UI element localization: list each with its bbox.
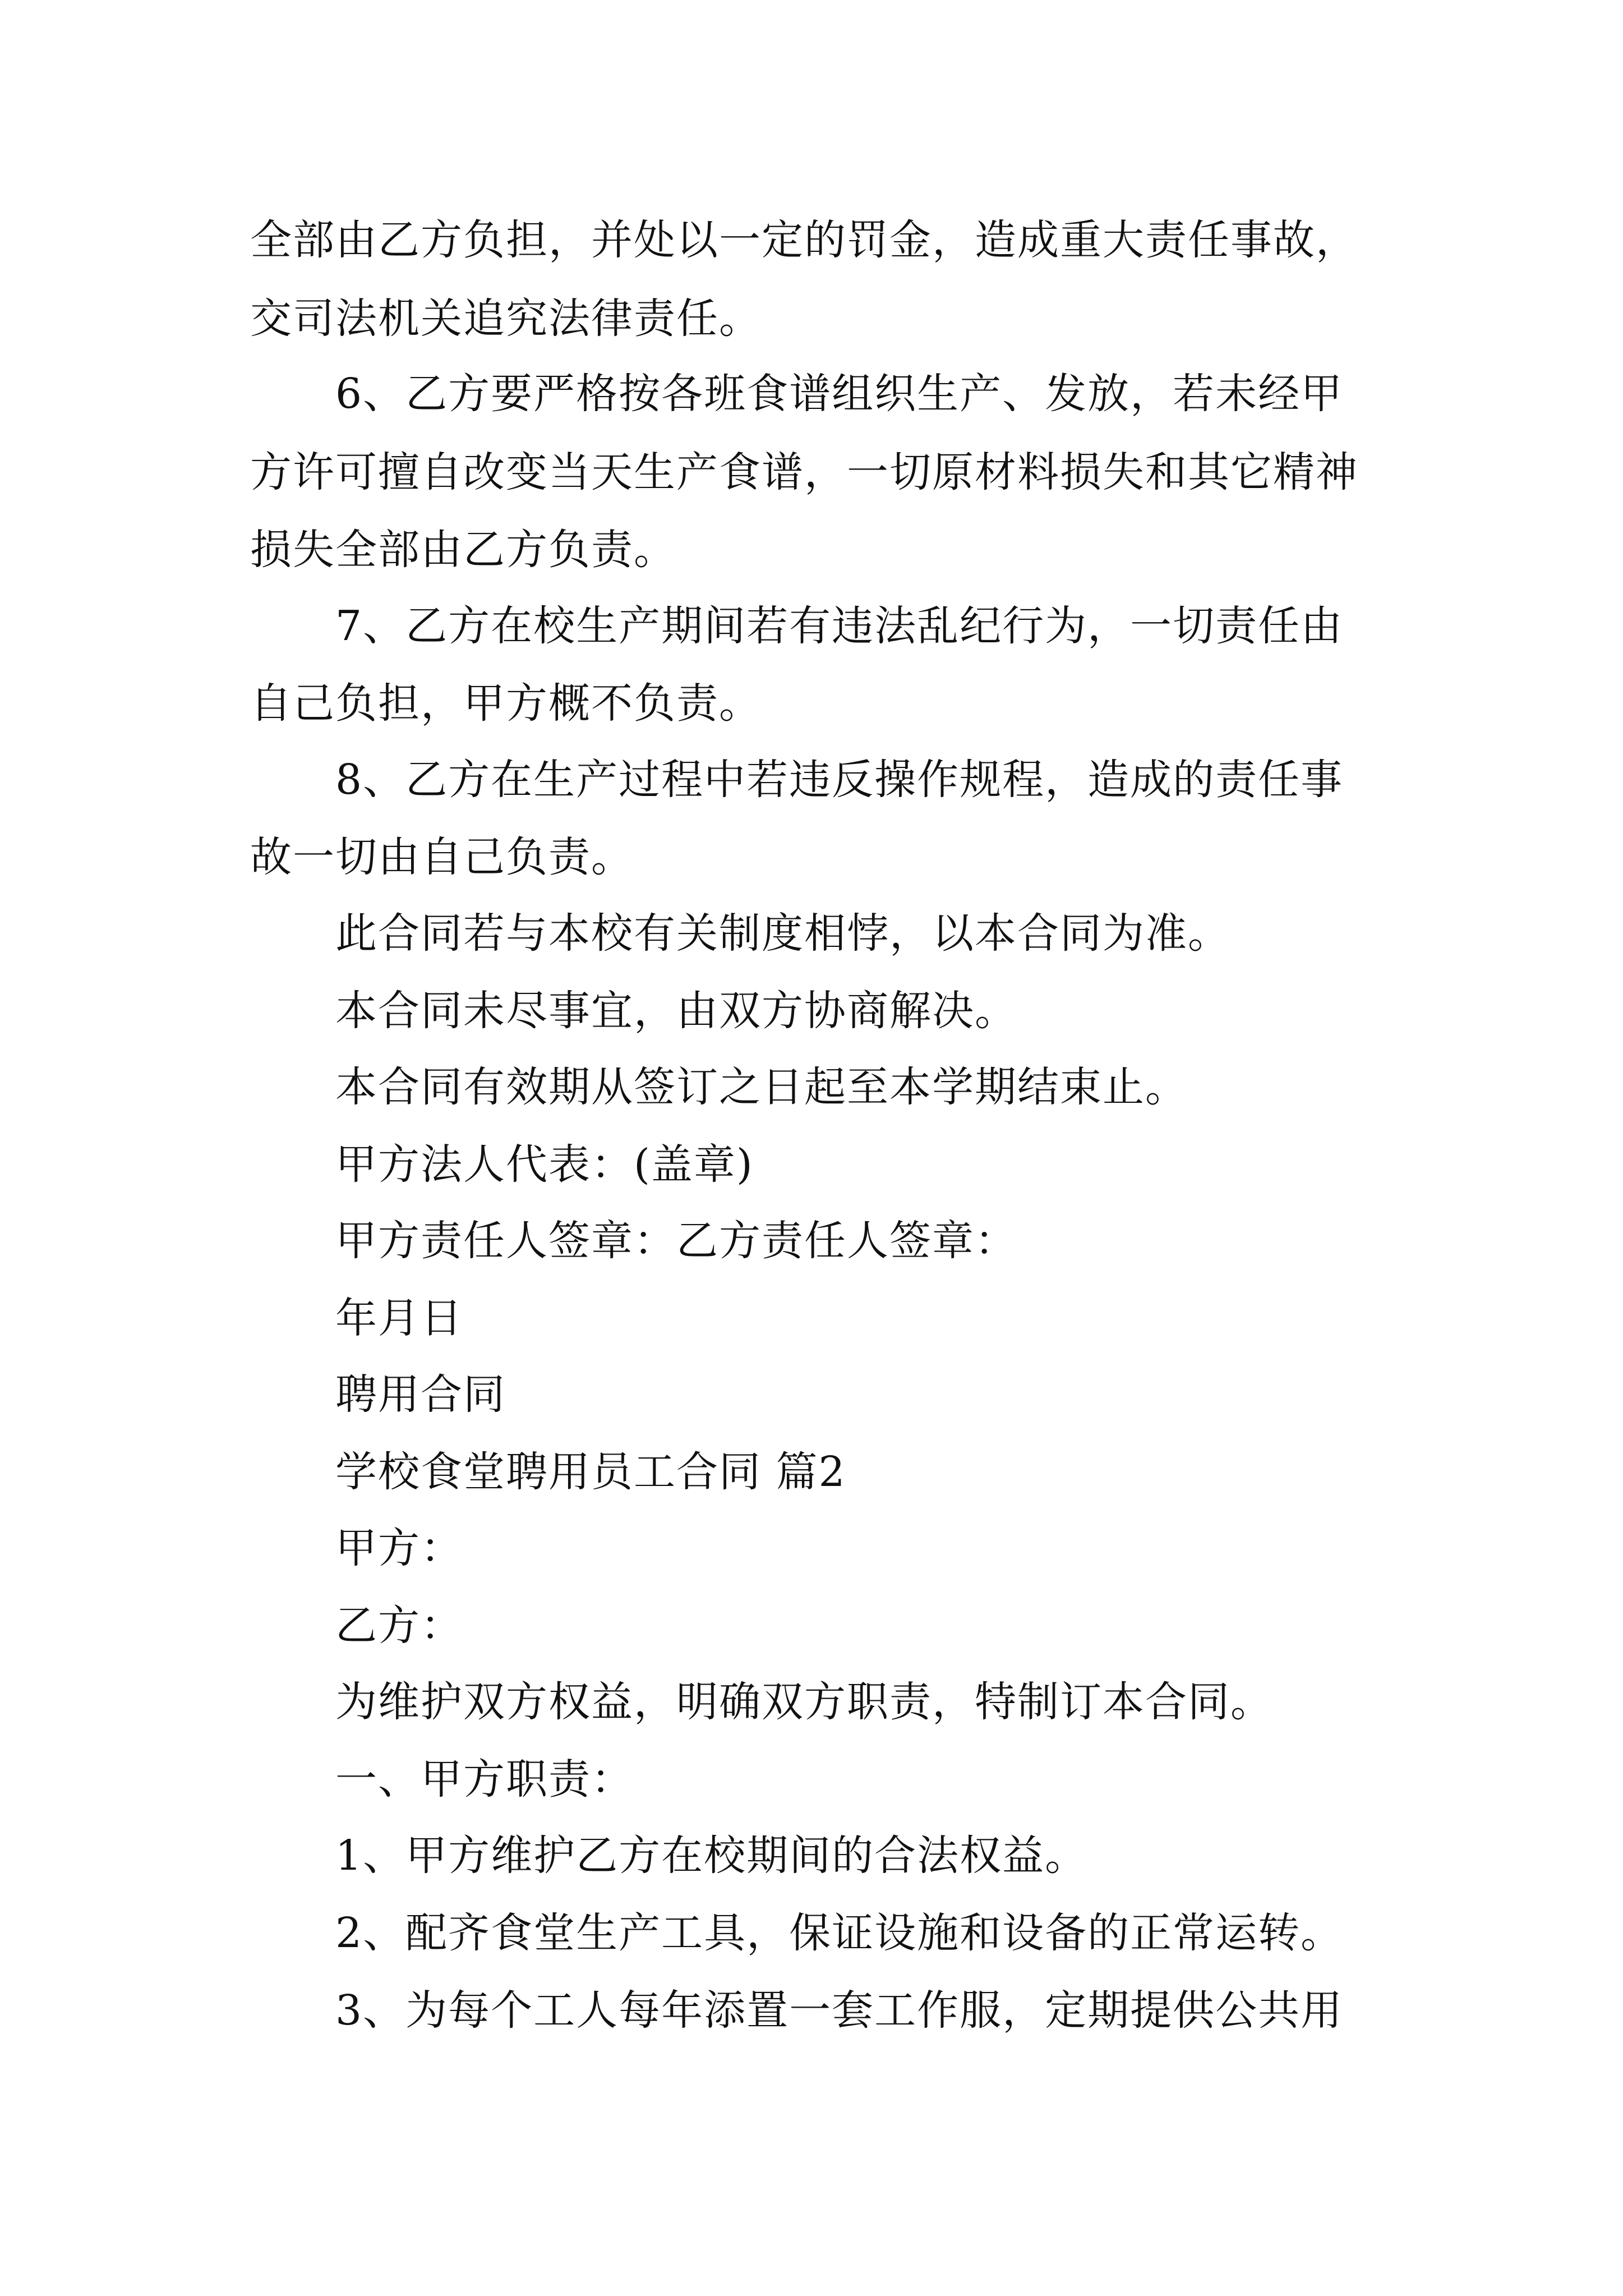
text-line: 甲方： — [335, 1524, 463, 1572]
text-line: 方许可擅自改变当天生产食谱，一切原材料损失和其它精神 — [250, 448, 1358, 496]
text-line: 一、甲方职责： — [335, 1755, 634, 1803]
text-line: 本合同未尽事宜，由双方协商解决。 — [335, 987, 1017, 1035]
text-line: 7、乙方在校生产期间若有违法乱纪行为，一切责任由 — [335, 602, 1344, 650]
text-line: 交司法机关追究法律责任。 — [250, 295, 762, 343]
section-heading: 学校食堂聘用员工合同 篇2 — [335, 1448, 846, 1496]
text-line: 甲方责任人签章：乙方责任人签章： — [335, 1217, 1017, 1265]
text-line: 损失全部由乙方负责。 — [250, 526, 676, 574]
text-line: 为维护双方权益，明确双方职责，特制订本合同。 — [335, 1678, 1273, 1726]
text-line: 乙方： — [335, 1602, 463, 1650]
text-line: 聘用合同 — [335, 1370, 506, 1419]
text-line: 此合同若与本校有关制度相悖，以本合同为准。 — [335, 909, 1230, 958]
text-line: 故一切由自己负责。 — [250, 833, 634, 881]
text-line: 1、甲方维护乙方在校期间的合法权益。 — [335, 1832, 1088, 1880]
text-line: 3、为每个工人每年添置一套工作服，定期提供公共用 — [335, 1986, 1344, 2035]
text-line: 年月日 — [335, 1294, 463, 1342]
text-line: 自己负担，甲方概不负责。 — [250, 679, 762, 728]
text-line: 6、乙方要严格按各班食谱组织生产、发放，若未经甲 — [335, 370, 1344, 418]
text-line: 2、配齐食堂生产工具，保证设施和设备的正常运转。 — [335, 1909, 1344, 1957]
text-line: 本合同有效期从签订之日起至本学期结束止。 — [335, 1063, 1188, 1111]
text-line: 全部由乙方负担，并处以一定的罚金，造成重大责任事故， — [250, 216, 1358, 264]
text-line: 8、乙方在生产过程中若违反操作规程，造成的责任事 — [335, 756, 1344, 804]
text-line: 甲方法人代表：(盖章) — [335, 1140, 754, 1189]
